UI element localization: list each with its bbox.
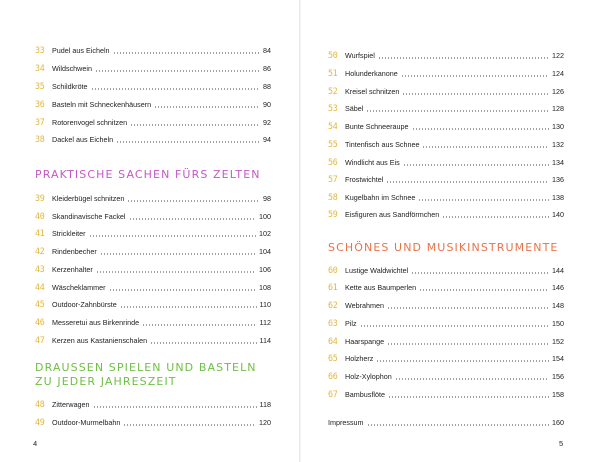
entry-number: 57	[328, 174, 338, 184]
entry-number: 63	[328, 318, 338, 328]
toc-entry[interactable]	[35, 43, 271, 55]
entry-page-number: 92	[263, 118, 271, 127]
entry-title: Messeretui aus Birkenrinde	[52, 318, 140, 327]
toc-entry[interactable]	[328, 351, 564, 363]
toc-entry[interactable]	[35, 244, 271, 256]
entry-title: Wildschwein	[52, 64, 92, 73]
toc-entry[interactable]	[328, 66, 564, 78]
entry-title: Schildkröte	[52, 82, 88, 91]
entry-page-number: 108	[259, 283, 271, 292]
dot-leader	[395, 371, 549, 380]
entry-page-number: 140	[552, 210, 564, 219]
section-heading-draussen-line1: DRAUSSEN SPIELEN UND BASTELN	[35, 361, 257, 374]
toc-entry[interactable]	[328, 119, 564, 131]
entry-number: 55	[328, 139, 338, 149]
toc-entry[interactable]	[35, 115, 271, 127]
toc-entry[interactable]	[35, 61, 271, 73]
toc-entry[interactable]	[328, 334, 564, 346]
toc-entry[interactable]	[35, 79, 271, 91]
entry-page-number: 112	[259, 318, 271, 327]
entry-title: Holz-Xylophon	[345, 372, 392, 381]
entry-number: 37	[35, 117, 45, 127]
entry-title: Bunte Schneeraupe	[345, 122, 409, 131]
entry-number: 41	[35, 228, 45, 238]
entry-number: 50	[328, 50, 338, 60]
entry-title: Wurfspiel	[345, 51, 375, 60]
toc-entry-impressum[interactable]	[328, 415, 564, 427]
entry-page-number: 132	[552, 140, 564, 149]
entry-title: Windlicht aus Eis	[345, 158, 400, 167]
entry-title: Holunderkanone	[345, 69, 398, 78]
entry-number: 66	[328, 371, 338, 381]
dot-leader	[401, 68, 549, 77]
page-number: 4	[33, 439, 38, 448]
entry-number: 39	[35, 193, 45, 203]
toc-entry[interactable]	[328, 263, 564, 275]
entry-title: Frostwichtel	[345, 175, 384, 184]
entry-title: Pudel aus Eicheln	[52, 46, 110, 55]
entry-number: 45	[35, 299, 45, 309]
entry-number: 59	[328, 209, 338, 219]
toc-entry[interactable]	[328, 155, 564, 167]
entry-title: Zitterwagen	[52, 400, 90, 409]
section-heading-zelten: PRAKTISCHE SACHEN FÜRS ZELTEN	[35, 168, 261, 181]
entry-title: Kette aus Baumperlen	[345, 283, 417, 292]
toc-entry[interactable]	[35, 226, 271, 238]
toc-entry[interactable]	[35, 191, 271, 203]
dot-leader	[109, 282, 256, 291]
entry-page-number: 148	[552, 301, 564, 310]
toc-entry[interactable]	[328, 137, 564, 149]
entry-page-number: 130	[552, 122, 564, 131]
entry-page-number: 118	[259, 400, 271, 409]
entry-page-number: 86	[263, 64, 271, 73]
entry-number: 64	[328, 336, 338, 346]
dot-leader	[129, 211, 256, 220]
entry-number: 56	[328, 157, 338, 167]
dot-leader	[376, 353, 549, 362]
dot-leader	[403, 157, 549, 166]
toc-entry[interactable]	[35, 132, 271, 144]
entry-page-number: 146	[552, 283, 564, 292]
toc-entry[interactable]	[35, 297, 271, 309]
entry-title: Rotorenvogel schnitzen	[52, 118, 128, 127]
toc-entry[interactable]	[35, 333, 271, 345]
section-heading-draussen-line2: ZU JEDER JAHRESZEIT	[35, 375, 177, 388]
entry-number: 43	[35, 264, 45, 274]
dot-leader	[123, 417, 256, 426]
entry-title: Kugelbahn im Schnee	[345, 193, 416, 202]
toc-entry[interactable]	[35, 315, 271, 327]
entry-number: 53	[328, 103, 338, 113]
entry-number: 62	[328, 300, 338, 310]
entry-number: 46	[35, 317, 45, 327]
entry-number: 58	[328, 192, 338, 202]
entry-title: Dackel aus Eicheln	[52, 135, 114, 144]
dot-leader	[442, 209, 549, 218]
dot-leader	[367, 417, 549, 426]
entry-number: 54	[328, 121, 338, 131]
entry-page-number: 156	[552, 372, 564, 381]
dot-leader	[142, 317, 256, 326]
entry-page-number: 84	[263, 46, 271, 55]
toc-entry[interactable]	[328, 190, 564, 202]
entry-page-number: 134	[552, 158, 564, 167]
entry-title: Bambusflöte	[345, 390, 385, 399]
toc-entry[interactable]	[328, 316, 564, 328]
toc-entry[interactable]	[328, 369, 564, 381]
entry-title: Kreisel schnitzen	[345, 87, 400, 96]
toc-entry[interactable]	[328, 172, 564, 184]
section-heading-schoenes: SCHÖNES UND MUSIKINSTRUMENTE	[328, 241, 559, 254]
entry-number: 47	[35, 335, 45, 345]
entry-title: Outdoor-Zahnbürste	[52, 300, 117, 309]
entry-number: 49	[35, 417, 45, 427]
entry-page-number: 136	[552, 175, 564, 184]
dot-leader	[116, 134, 260, 143]
entry-title: Lustige Waldwichtel	[345, 266, 409, 275]
entry-page-number: 152	[552, 337, 564, 346]
page-number: 5	[559, 439, 564, 448]
entry-number: 61	[328, 282, 338, 292]
entry-number: 52	[328, 86, 338, 96]
entry-number: 34	[35, 63, 45, 73]
dot-leader	[402, 86, 549, 95]
dot-leader	[95, 63, 260, 72]
toc-entry[interactable]	[35, 415, 271, 427]
entry-number: 35	[35, 81, 45, 91]
entry-page-number: 126	[552, 87, 564, 96]
entry-page-number: 128	[552, 104, 564, 113]
dot-leader	[100, 246, 256, 255]
dot-leader	[387, 300, 549, 309]
toc-entry[interactable]	[35, 262, 271, 274]
toc-entry[interactable]	[328, 387, 564, 399]
entry-number: 67	[328, 389, 338, 399]
right-page	[301, 0, 600, 462]
entry-page-number: 94	[263, 135, 271, 144]
entry-number: 44	[35, 282, 45, 292]
entry-title: Kerzenhalter	[52, 265, 93, 274]
entry-title: Kleiderbügel schnitzen	[52, 194, 125, 203]
entry-page-number: 154	[552, 354, 564, 363]
dot-leader	[419, 282, 549, 291]
entry-page-number: 120	[259, 418, 271, 427]
dot-leader	[360, 318, 549, 327]
entry-page-number: 100	[259, 212, 271, 221]
entry-title: Säbel	[345, 104, 364, 113]
entry-number: 42	[35, 246, 45, 256]
entry-page-number: 90	[263, 100, 271, 109]
entry-page-number: 88	[263, 82, 271, 91]
dot-leader	[150, 335, 256, 344]
left-page	[0, 0, 299, 462]
entry-number: 40	[35, 211, 45, 221]
dot-leader	[378, 50, 549, 59]
entry-title: Basteln mit Schneckenhäusern	[52, 100, 152, 109]
entry-number: 60	[328, 265, 338, 275]
dot-leader	[412, 121, 549, 130]
entry-page-number: 106	[259, 265, 271, 274]
dot-leader	[93, 399, 257, 408]
entry-title: Rindenbecher	[52, 247, 97, 256]
toc-entry[interactable]	[328, 298, 564, 310]
entry-page-number: 122	[552, 51, 564, 60]
dot-leader	[120, 299, 257, 308]
entry-title: Impressum	[328, 418, 364, 427]
entry-title: Kerzen aus Kastanienschalen	[52, 336, 148, 345]
entry-title: Strickleiter	[52, 229, 86, 238]
toc-entry[interactable]	[328, 207, 564, 219]
entry-page-number: 158	[552, 390, 564, 399]
entry-page-number: 160	[552, 418, 564, 427]
entry-number: 36	[35, 99, 45, 109]
entry-number: 38	[35, 134, 45, 144]
entry-page-number: 98	[263, 194, 271, 203]
toc-entry[interactable]	[328, 101, 564, 113]
entry-page-number: 102	[259, 229, 271, 238]
dot-leader	[422, 139, 549, 148]
toc-entry[interactable]	[328, 280, 564, 292]
entry-page-number: 124	[552, 69, 564, 78]
entry-title: Pilz	[345, 319, 357, 328]
entry-page-number: 138	[552, 193, 564, 202]
dot-leader	[387, 336, 549, 345]
dot-leader	[89, 228, 256, 237]
entry-title: Holzherz	[345, 354, 374, 363]
entry-title: Webrahmen	[345, 301, 385, 310]
dot-leader	[411, 265, 549, 274]
toc-entry[interactable]	[35, 397, 271, 409]
dot-leader	[386, 174, 549, 183]
dot-leader	[388, 389, 549, 398]
entry-title: Eisfiguren aus Sandförmchen	[345, 210, 440, 219]
toc-entry[interactable]	[35, 97, 271, 109]
entry-page-number: 104	[259, 247, 271, 256]
dot-leader	[91, 81, 260, 90]
dot-leader	[418, 192, 549, 201]
entry-page-number: 150	[552, 319, 564, 328]
entry-number: 51	[328, 68, 338, 78]
dot-leader	[130, 117, 260, 126]
dot-leader	[113, 45, 260, 54]
dot-leader	[154, 99, 260, 108]
entry-page-number: 114	[259, 336, 271, 345]
entry-page-number: 110	[259, 300, 271, 309]
dot-leader	[96, 264, 256, 273]
dot-leader	[127, 193, 260, 202]
toc-entry[interactable]	[35, 280, 271, 292]
entry-title: Skandinavische Fackel	[52, 212, 126, 221]
entry-title: Wäscheklammer	[52, 283, 106, 292]
toc-entry[interactable]	[328, 48, 564, 60]
entry-title: Outdoor-Murmelbahn	[52, 418, 121, 427]
entry-page-number: 144	[552, 266, 564, 275]
dot-leader	[366, 103, 549, 112]
entry-number: 65	[328, 353, 338, 363]
entry-title: Tintenfisch aus Schnee	[345, 140, 420, 149]
toc-entry[interactable]	[328, 84, 564, 96]
entry-number: 48	[35, 399, 45, 409]
entry-number: 33	[35, 45, 45, 55]
entry-title: Haarspange	[345, 337, 385, 346]
toc-entry[interactable]	[35, 209, 271, 221]
